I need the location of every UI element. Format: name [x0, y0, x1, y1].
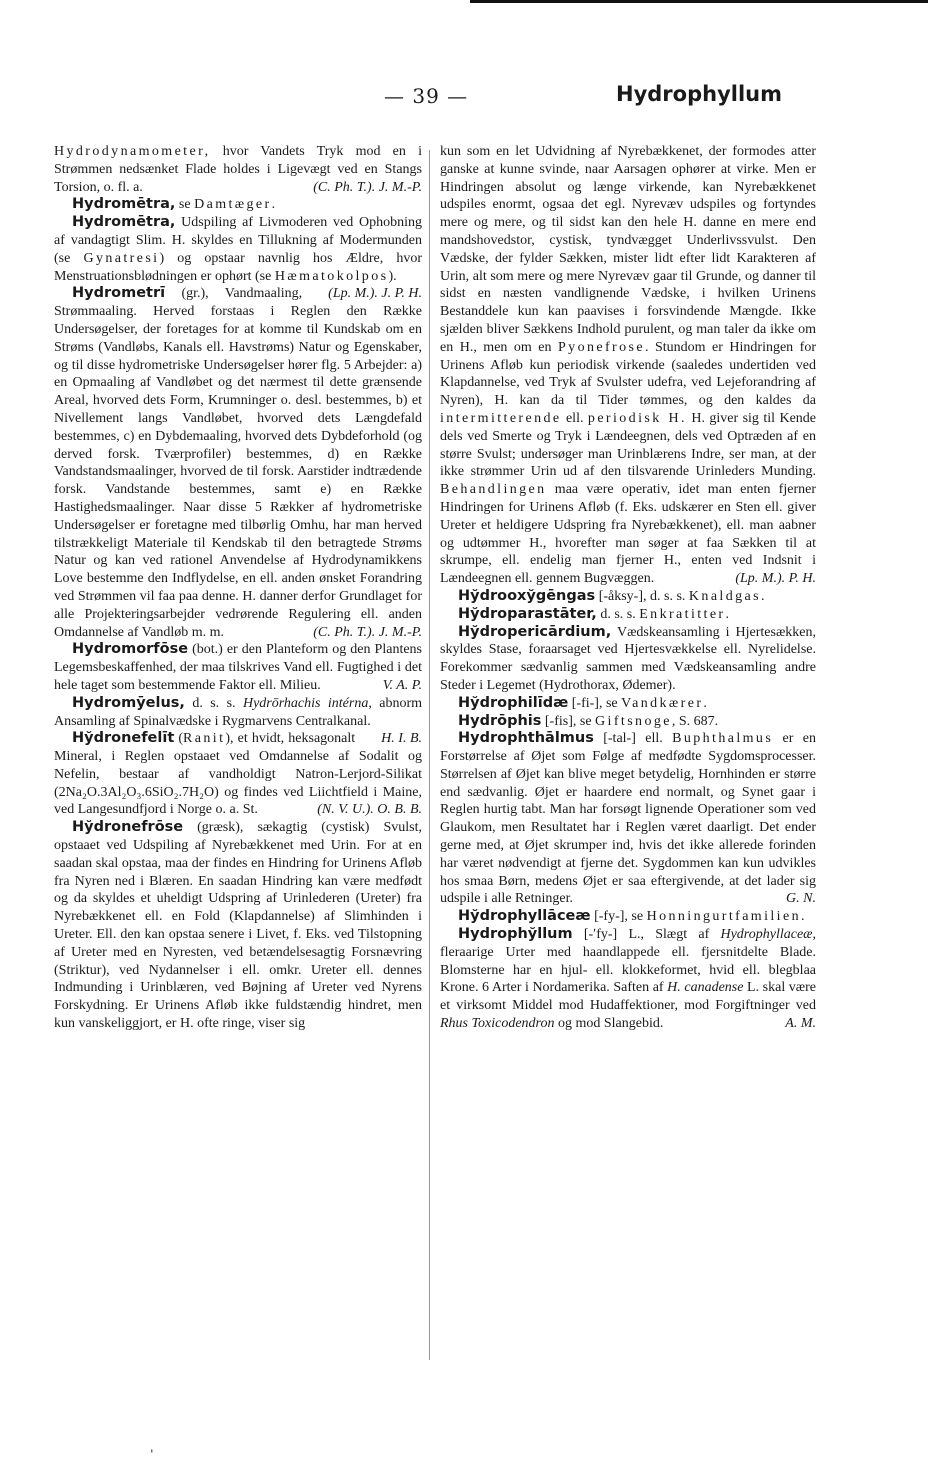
headword: Hy̆dronefelīt: [72, 730, 175, 747]
entry-hydrophilidae: Hy̆drophilīdæ [-fi-], se Vandkærer.: [458, 694, 707, 711]
entry-hydropericardium: Hy̆dropericārdium, Vædskeansamling i Hjertesækken, skyldes Stase, foraarsaget ved Hjertesvækkelse ell. Nyrelidelse. Forekommer sædvanlig sammen med Vædskeansamling andre Steder i Legemet (Hydrothorax, Ødemer).: [440, 623, 816, 693]
signature: (Lp. M.). P. H.: [735, 571, 816, 587]
entry-hydronefrose-continued: kun som en let Udvidning af Nyrebækkenet, der formodes atter ganske at kunne svinde, naar Aarsagen ophører at virke. Men er Hindringen absolut og længe virkende, kan Nyrebækkenet udspiles enormt, ogsaa det egl. Nyrevæv udspiles og fortyndes mere og mere, og til sidst kan den hele H. danne en mere end mandshovedstor, cystisk, tyndvægget Underlivssvulst. Den Vædske, der fylder Sækken, mister lidt efter lidt Karakteren af Urin, alt som mere og mere Nyrevæv gaar til Grunde, og danner til sidst en næsten vandlignende Vædske, i hvilken Urinens Bestanddele kun kan paavises i forsvindende Mængde. Ikke sjælden bliver Sækkens Indhold purulent, og man taler da ikke om en H., men om en Pyonefrose. Stundom er Hindringen for Urinens Afløb kun periodisk virkende (saaledes undertiden ved Klapdannelse, ved Tryk af Svulster udefra, ved Lejeforandring af Nyren), H. kan da til Tider tømmes, og den kaldes da intermitterende ell. periodisk H. H. giver sig til Kende dels ved Smerte og Tryk i Lændeegnen, dels ved Optræden af en større Svulst; undersøger man Urinblærens Indre, ser man, at der ikke strømmer Urin ud af den tilsvarende Urinleders Munding. Behandlingen maa være operativ, idet man enten fjerner Hindringen for Urinens Afløb (f. Eks. udskærer en Sten ell. giver Ureter et heldigere Udspring fra Nyrebækkenet), ell. man aabner og udtømmer H., hvorefter man søger at faa Sækken til at skrumpe, ell. endelig man fjerner H., enten ved Indsnit i Lændeegnen ell. gennem Bugvæggen. (Lp. M.). P. H.: [440, 144, 817, 587]
entry-hydrophyllum: Hydrophy̆llum [-ʹfy-] L., Slægt af Hydrophyllaceæ, fleraarige Urter med haandlappede ell. fjersnitdelte Blade. Blomsterne har en hjul- ell. klokkeformet, hvid ell. blegblaa Krone. 6 Arter i Nordamerika. Saften af H. canadense L. skal være et virksomt Middel mod Hudaffektioner, mod Forgiftninger ved Rhus Toxicodendron og mod Slangebid. A. M.: [440, 926, 816, 1032]
entry-hydrodynamometer: Hydrodynamometer, hvor Vandets Tryk mod en i Strømmen nedsænket Flade holdes i Ligevægt ved en Stangs Torsion, o. fl. a. (C. Ph. T.). J. M.-P.: [54, 144, 422, 195]
headword: Hydrōphis: [458, 712, 542, 729]
signature: (Lp. M.). J. P. H.: [328, 286, 422, 302]
entry-hydrometra-2: Hydromētra, Udspiling af Livmoderen ved Ophobning af vandagtigt Slim. H. skyldes en Tillukning af Modermunden (se Gynatresi) og opstaar navnlig hos Ældre, hvor Menstruationsblødningen er ophørt (se Hæmatokolpos). (Lp. M.). J. P. H.: [54, 214, 422, 302]
headword: Hydrophthālmus: [458, 730, 594, 747]
entry-hydronefrose: Hy̆dronefrōse (græsk), sækagtig (cystisk) Svulst, opstaaet ved Udspiling af Nyrebækkenet med Urin. For at en saadan skal opstaa, maa der findes en Hindring for Urinens Afløb fra Nyren ned i Blæren. En saadan Hindring kan være medfødt og da skyldes et uheldigt Udspring af Urinlederen (Ureter) fra Nyrebækkenet ell. en Fold (Klapdannelse) af Slimhinden i Ureter. Ell. den kan opstaa senere i Livet, f. Eks. ved Tilstopning af Ureter med en Nyresten, ved betændelsesagtig Forsnævring (Striktur), ved Nydannelser i ell. omkr. Ureter ell. dennes Indmunding i Urinblæren, ved Bøjning af Ureter ved Nyrens Forskydning. Er Urinens Afløb ikke fuldstændig hindret, men kun vanskeliggjort, er H. ofte ringe, viser sig: [54, 819, 422, 1032]
entry-hydronefelit: Hy̆dronefelīt (Ranit), et hvidt, heksagonalt Mineral, i Reglen opstaaet ved Omdannelse af Sodalit og Nefelin, bestaar af vandholdigt Natron-Lerjord-Silikat (2Na₂O.3Al₂O₃.6SiO₂.7H₂O) og findes ved Liichtfield i Maine, ved Langesundfjord i Norge o. a. St. (N. V. U.). O. B. B.: [54, 730, 422, 818]
signature: (C. Ph. T.). J. M.-P.: [313, 179, 422, 195]
headword: Hy̆dronefrōse: [72, 819, 184, 836]
signature: H. I. B.: [381, 731, 422, 747]
headword: Hydromētra,: [72, 214, 176, 231]
entry-hydrophis: Hydrōphis [-fis], se Giftsnoge, S. 687.: [458, 712, 719, 729]
right-column: [440, 143, 816, 1033]
headword: Hydrometrī: [72, 285, 166, 302]
signature: G. N.: [786, 891, 816, 907]
headword: Hydrophy̆llum: [458, 926, 573, 943]
running-head: Hydrophyllum: [616, 82, 782, 106]
headword: Hy̆drooxy̆gēngas: [458, 587, 596, 604]
entry-hydrophyllaceae: Hy̆drophyllāceæ [-fy-], se Honningurtfamilien.: [458, 908, 805, 925]
headword: Hy̆dropericārdium,: [458, 623, 612, 640]
left-column: [54, 143, 422, 1033]
signature: A. M.: [785, 1016, 816, 1032]
entry-hydromyelus: Hydromȳelus, d. s. s. Hydrōrhachis intérna, abnorm Ansamling af Spinalvædske i Rygmarvens Centralkanal. H. I. B.: [54, 694, 423, 747]
entry-hydrometri: Hydrometrī (gr.), Vandmaaling, Strømmaaling. Herved forstaas i Reglen den Række Undersøgelser, der foretages for at komme til Kundskab om en Strøms (Vandløbs, Kanals ell. Havstrøms) Natur og Egenskaber, og til disse hydrometriske Undersøgelser hører flg. 5 Arbejder: a) en Opmaaling af Vandløbet og det nærmest til dette grænsende Areal, hvorved dets Form, Krumninger o. desl. bestemmes, b) et Nivellement langs Vandløbet, hvorved dets Længdefald bestemmes, c) en Dybdemaaling, hvorved dets Dybdeforhold (og derved forsk. Tværprofiler) bestemmes, d) en Række Vandstandsmaalinger, hvorved de til forsk. Aarstider indtrædende forsk. Vandstande bestemmes, samt e) en Række Hastighedsmaalinger. Naar disse 5 Rækker af hydrometriske Undersøgelser er foretagne med tilbørlig Omhu, har man herved tilstrækkeligt Materiale til Kendskab til den betragtede Strøms Natur og kan ved rationel Anvendelse af Hydrodynamikkens Love bestemme den Indflydelse, en ell. anden ønsket Forandring ved Strømmen vil faa paa denne. H. danner derfor Grundlaget for alle Projekteringsarbejder vedrørende Regulering ell. anden Omdannelse af Vandløb m. m. (C. Ph. T.). J. M.-P.: [54, 285, 422, 640]
headword: Hydromētra,: [72, 196, 176, 213]
headword: Hydrodynamometer,: [54, 144, 211, 159]
headword: Hydromȳelus,: [72, 694, 185, 711]
headword: Hy̆droparastāter,: [458, 605, 597, 622]
stray-mark: ˌ: [150, 1440, 154, 1455]
signature: (N. V. U.). O. B. B.: [317, 802, 422, 818]
entry-hydrophthalmus: Hydrophthālmus [-tal-] ell. Buphthalmus er en Forstørrelse af Øjet som Følge af medfødte Sygdomsprocesser. Størrelsen af Øjet kan blive meget betydelig, Hornhinden er større end sædvanlig. Øjet er haardere end normalt, og Synet gaar i Reglen hurtig tabt. Man har forsøgt lignende Operationer som ved Glaukom, men Resultatet har i Reglen været daarligt. Det ender gerne med, at Øjet skrumper ind, hvis det ikke allerede forinden har været nødvendigt at fjerne det. Sygdommen kan kun udvikles hos smaa Børn, medens Øjet er saa eftergivende, at det lader sig udspile i alle Retninger. G. N.: [440, 730, 816, 907]
headword: Hy̆drophyllāceæ: [458, 908, 591, 925]
headword: Hy̆drophilīdæ: [458, 694, 569, 711]
top-border-line: [470, 0, 928, 3]
entry-hydromorfose: Hydromorfōse (bot.) er den Planteform og den Plantens Legemsbeskaffenhed, der maa tilskrives Vand ell. Fugtighed i det hele taget som bestemmende Faktor ell. Milieu. V. A. P.: [54, 641, 422, 693]
entry-hydrooxygengas: Hy̆drooxy̆gēngas [-åksy-], d. s. s. Knaldgas.: [458, 587, 765, 604]
signature: (C. Ph. T.). J. M.-P.: [313, 624, 422, 640]
entry-hydroparastater: Hy̆droparastāter, d. s. s. Enkratitter.: [458, 605, 729, 622]
entry-hydrometra-1: Hydromētra, se Damtæger.: [72, 196, 276, 213]
page-number: — 39 —: [384, 84, 469, 108]
page-header: [0, 84, 928, 114]
headword: Hydromorfōse: [72, 641, 189, 658]
column-divider: [429, 150, 430, 1360]
signature: V. A. P.: [382, 677, 422, 693]
